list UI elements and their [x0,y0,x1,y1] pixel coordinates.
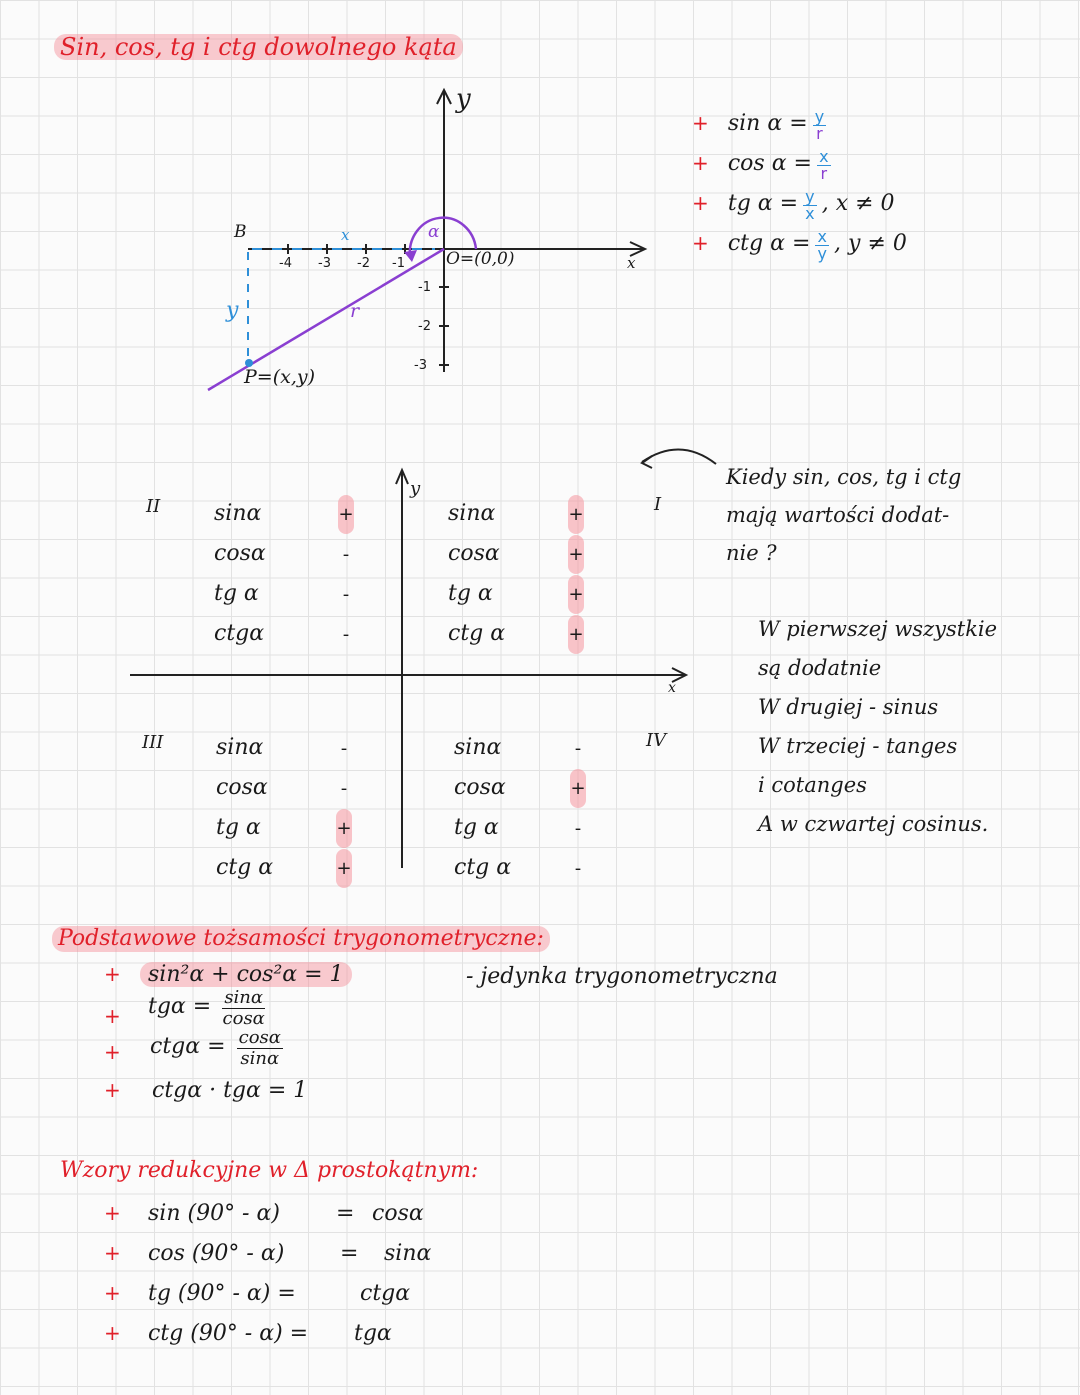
bullet-plus: + [104,1040,121,1064]
reduction-list [104,1194,431,1354]
fraction-numerator: x [817,227,827,246]
function-name: cosα [216,775,268,800]
identity-ctg [150,1028,283,1069]
identity-tg [148,988,265,1029]
question-line: mają wartości dodat- [726,503,950,527]
reduction-lhs: sin (90° - α) [148,1201,280,1226]
tick-label-y: -3 [414,358,427,373]
identity-lhs: tgα = [148,994,212,1019]
quadrant-row [214,574,354,614]
definition-name: cos α = [727,151,812,176]
function-name: tg α [448,581,493,606]
section-title-any-angle: Sin, cos, tg i ctg dowolnego kąta [54,34,463,60]
quadrant-row [448,574,584,614]
function-name: tg α [216,815,261,840]
reduction-rhs: ctgα [360,1281,411,1306]
question-text [726,458,961,572]
radius-label: r [350,300,360,322]
bullet-plus: + [104,1004,121,1028]
bullet-plus: + [104,1201,121,1225]
definition-condition: , y ≠ 0 [834,231,907,256]
quadrant-row [454,808,586,848]
sign-value: - [342,544,350,565]
reduction-rhs: tgα [354,1321,392,1346]
quadrant-label-I: I [654,494,662,515]
fraction-numerator: y [814,107,825,126]
reduction-row [104,1194,431,1234]
bullet-plus: + [692,231,709,255]
fraction-numerator: y [805,187,815,206]
quadrant-row [214,534,354,574]
bullet-plus: + [692,191,709,215]
question-line: nie ? [726,541,777,565]
identity-product: ctgα · tgα = 1 [152,1078,308,1103]
quadrant-II-table [214,494,354,654]
sign-value: + [568,495,584,534]
sign-value: - [342,584,350,605]
fraction-denominator: sinα [240,1048,280,1069]
origin-label: O=(0,0) [446,249,515,269]
definition-name: sin α = [727,111,808,136]
fraction-denominator: r [820,164,828,183]
sign-value: - [574,738,582,759]
quadrant-I-table [448,494,584,654]
fraction-numerator: sinα [224,987,264,1008]
sign-value: - [342,624,350,645]
function-name: ctg α [448,621,506,646]
quadrant-row [216,728,352,768]
sign-value: + [570,769,586,808]
sign-value: + [568,535,584,574]
reduction-eq: = [336,1201,355,1226]
definition-name: ctg α = [727,231,811,256]
quadrant-row [216,848,352,888]
section-title-reduction: Wzory redukcyjne w Δ prostokątnym: [60,1158,479,1183]
function-name: tg α [214,581,259,606]
answer-line: W drugiej - sinus [758,695,939,719]
quadrant-row [448,614,584,654]
diagram-axis-y-label: y [456,84,471,114]
fraction-denominator: cosα [222,1008,265,1029]
tick-label-x: -1 [392,256,405,271]
quadrant-row [214,494,354,534]
tick-label-x: -3 [318,256,331,271]
bullet-plus: + [104,1078,121,1102]
quadrant-axis-x-label: x [668,680,676,696]
bullet-plus: + [692,151,709,175]
quadrant-label-III: III [142,732,164,753]
function-name: cosα [448,541,500,566]
section-title-identities: Podstawowe tożsamości trygonometryczne: [52,926,550,952]
point-b-label: B [234,222,247,242]
function-name: sinα [214,501,262,526]
sign-value: - [340,778,348,799]
quadrant-row [454,768,586,808]
function-name: sinα [454,735,502,760]
definition-name: tg α = [727,191,799,216]
quadrant-row [214,614,354,654]
question-line: Kiedy sin, cos, tg i ctg [726,465,962,489]
reduction-eq: = [340,1241,359,1266]
x-segment-label: x [341,226,350,244]
sign-value: + [336,809,352,848]
fraction-denominator: x [805,204,815,223]
sign-value: + [568,615,584,654]
reduction-lhs: cos (90° - α) [148,1241,285,1266]
reduction-row [104,1274,431,1314]
quadrant-row [216,808,352,848]
quadrant-axis-y-label: y [410,478,421,499]
fraction-numerator: x [819,147,829,166]
answer-line: W pierwszej wszystkie [758,617,998,641]
identity-jedynka: sin²α + cos²α = 1 [140,962,352,987]
bullet-plus: + [104,1241,121,1265]
tick-label-x: -2 [357,256,370,271]
quadrant-row [448,494,584,534]
curved-arrow [642,449,716,464]
quadrant-row [454,728,586,768]
y-segment-label: y [226,298,239,323]
tick-label-y: -1 [418,280,431,295]
answer-line: są dodatnie [758,656,882,680]
quadrant-label-II: II [146,496,161,517]
quadrant-III-table [216,728,352,888]
sign-value: - [574,818,582,839]
answer-line: A w czwartej cosinus. [758,812,989,836]
reduction-lhs: tg (90° - α) = [148,1281,296,1306]
sign-value: - [574,858,582,879]
quadrant-row [216,768,352,808]
reduction-rhs: sinα [384,1241,432,1266]
quadrant-IV-table [454,728,586,888]
tick-label-y: -2 [418,319,431,334]
point-p-label: P=(x,y) [244,366,316,388]
function-name: sinα [448,501,496,526]
function-name: ctg α [454,855,512,880]
bullet-plus: + [692,111,709,135]
sign-value: + [336,849,352,888]
fraction-numerator: cosα [238,1027,281,1048]
function-name: ctgα [214,621,265,646]
bullet-plus: + [104,962,121,986]
reduction-row [104,1234,431,1274]
answer-line: i cotanges [758,773,867,797]
answer-line: W trzeciej - tanges [758,734,958,758]
function-name: sinα [216,735,264,760]
reduction-rhs: cosα [372,1201,424,1226]
definition-condition: , x ≠ 0 [821,191,895,216]
reduction-row [104,1314,431,1354]
function-name: cosα [214,541,266,566]
bullet-plus: + [104,1281,121,1305]
quadrant-row [448,534,584,574]
identity-lhs: ctgα = [150,1034,226,1059]
reduction-lhs: ctg (90° - α) = [148,1321,309,1346]
fraction-denominator: r [816,124,823,143]
bullet-plus: + [104,1321,121,1345]
tick-label-x: -4 [279,256,292,271]
fraction-denominator: y [817,244,827,263]
function-name: tg α [454,815,499,840]
function-name: ctg α [216,855,274,880]
quadrant-label-IV: IV [646,730,667,751]
quadrant-row [454,848,586,888]
angle-alpha-label: α [428,222,440,242]
function-name: cosα [454,775,506,800]
sign-value: + [338,495,354,534]
sign-value: + [568,575,584,614]
sign-value: - [340,738,348,759]
answer-text [758,610,997,844]
identity-jedynka-note: - jedynka trygonometryczna [466,964,778,989]
diagram-axis-x-label: x [627,254,636,272]
